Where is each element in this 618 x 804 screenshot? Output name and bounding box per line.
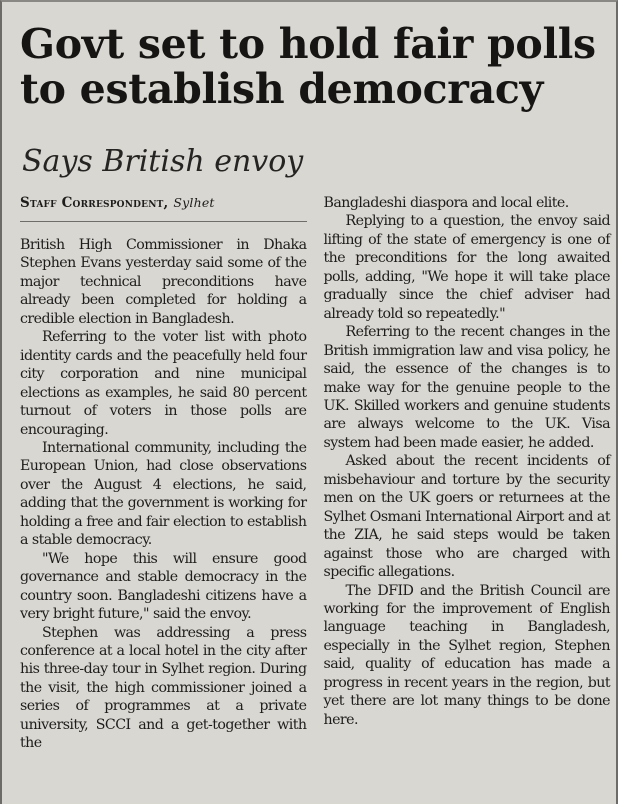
paragraph: Stephen was addressing a press conference at a local hotel in the city after his three-day tour in Sylhet region. During the visit, the high commissioner joined a series of programmes at a private university, SCCI and a get-together with the — [20, 624, 307, 752]
article-body — [20, 194, 610, 800]
paragraph: "We hope this will ensure good governance and stable democracy in the country soon. Bangladeshi citizens have a very bright future," said the envoy. — [20, 550, 307, 623]
paragraph: The DFID and the British Council are working for the improvement of English language teaching in Bangladesh, especially in the Sylhet region, Stephen said, quality of education has made a progress in recent years in the region, but yet there are lot many things to be done here. — [323, 582, 610, 728]
paragraph: British High Commissioner in Dhaka Stephen Evans yesterday said some of the major technical preconditions have already been completed for holding a credible election in Bangladesh. — [20, 237, 307, 327]
paragraph: Referring to the voter list with photo identity cards and the peacefully held four city corporation and nine municipal elections as examples, he said 80 percent turnout of voters in those polls are encouraging. — [20, 329, 307, 438]
byline-author: Staff Correspondent, — [20, 195, 169, 211]
paragraph: International community, including the European Union, had close observations over the August 4 elections, he said, adding that the government is working for holding a free and fair election to establish a stable democracy. — [20, 439, 307, 549]
paragraph-continuation: Bangladeshi diaspora and local elite. — [323, 195, 569, 211]
left-column — [20, 194, 307, 800]
headline: Govt set to hold fair polls to establish democracy — [20, 20, 596, 113]
paragraph: Referring to the recent changes in the British immigration law and visa policy, he said, the essence of the changes is to make way for the genuine people to the UK. Skilled workers and genuine students are always welcome to the UK. Visa system had been made easier, he added. — [323, 324, 610, 451]
paragraph: Replying to a question, the envoy said lifting of the state of emergency is one of the preconditions for the long awaited polls, adding, "We hope it will take place gradually since the chief adviser had already told so repeatedly." — [323, 213, 610, 322]
right-column — [324, 194, 611, 800]
byline-dateline: Sylhet — [173, 195, 215, 210]
byline — [20, 194, 307, 222]
subheadline: Says British envoy — [22, 144, 304, 179]
paragraph: Asked about the recent incidents of misbehaviour and torture by the security men on the UK goers or returnees at the Sylhet Osmani International Airport and at the ZIA, he said steps would be taken against those who are charged with specific allegations. — [323, 453, 610, 581]
